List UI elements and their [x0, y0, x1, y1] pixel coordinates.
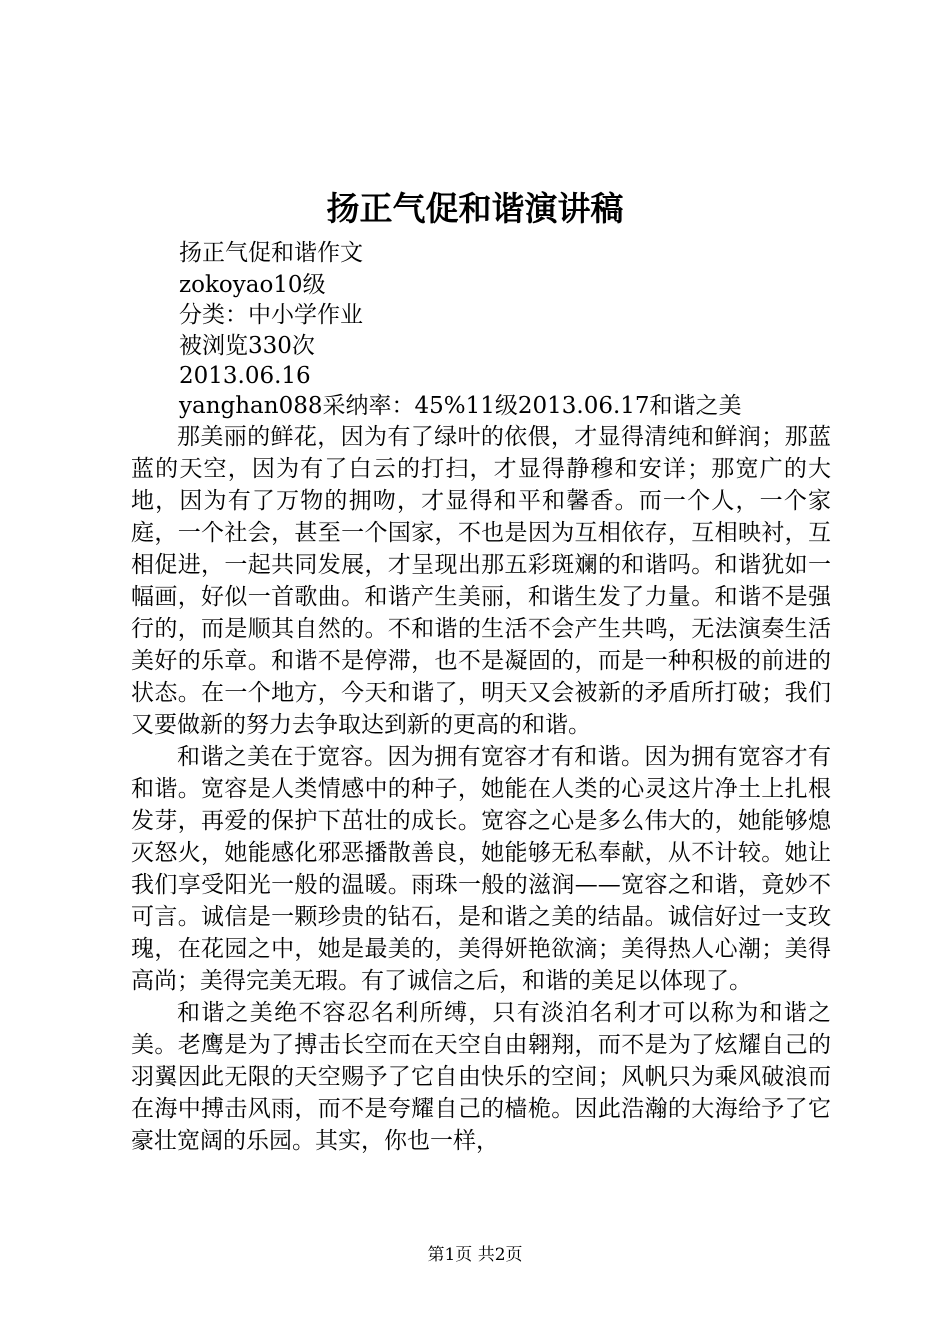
meta-line-views: 被浏览330次	[179, 333, 315, 359]
document-body	[131, 421, 831, 1157]
document-title: 扬正气促和谐演讲稿	[326, 189, 624, 228]
body-paragraph: 和谐之美在于宽容。因为拥有宽容才有和谐。因为拥有宽容才有和谐。宽容是人类情感中的种子，她能在人类的心灵这片净土上扎根发芽，再爱的保护下茁壮的成长。宽容之心是多么伟大的，她能够熄灭怒火，她能感化邪恶播散善良，她能够无私奉献，从不计较。她让我们享受阳光一般的温暖。雨珠一般的滋润——宽容之和谐，竟妙不可言。诚信是一颗珍贵的钻石，是和谐之美的结晶。诚信好过一支玫瑰，在花园之中，她是最美的，美得妍艳欲滴；美得热人心潮；美得高尚；美得完美无瑕。有了诚信之后，和谐的美足以体现了。	[131, 744, 831, 994]
meta-line-author: zokoyao10级	[179, 272, 326, 298]
body-paragraph: 和谐之美绝不容忍名利所缚，只有淡泊名利才可以称为和谐之美。老鹰是为了搏击长空而在天空自由翱翔，而不是为了炫耀自己的羽翼因此无限的天空赐予了它自由快乐的空间；风帆只为乘风破浪而在海中搏击风雨，而不是夸耀自己的樯桅。因此浩瀚的大海给予了它豪壮宽阔的乐园。其实，你也一样，	[131, 1000, 831, 1154]
meta-line-essay-title: 扬正气促和谐作文	[179, 240, 363, 266]
body-paragraph: 那美丽的鲜花，因为有了绿叶的依偎，才显得清纯和鲜润；那蓝蓝的天空，因为有了白云的打扫，才显得静穆和安详；那宽广的大地，因为有了万物的拥吻，才显得和平和馨香。而一个人，一个家庭，一个社会，甚至一个国家，不也是因为互相依存，互相映衬，互相促进，一起共同发展，才呈现出那五彩斑斓的和谐吗。和谐犹如一幅画，好似一首歌曲。和谐产生美丽，和谐生发了力量。和谐不是强行的，而是顺其自然的。不和谐的生活不会产生共鸣，无法演奏生活美好的乐章。和谐不是停滞，也不是凝固的，而是一种积极的前进的状态。在一个地方，今天和谐了，明天又会被新的矛盾所打破；我们又要做新的努力去争取达到新的更高的和谐。	[131, 424, 831, 738]
meta-line-answer-info: yanghan088采纳率：45%11级2013.06.17和谐之美	[179, 393, 742, 419]
meta-line-date: 2013.06.16	[179, 363, 311, 389]
page-footer: 第1页 共2页	[427, 1245, 523, 1265]
meta-line-category: 分类：中小学作业	[179, 302, 363, 328]
